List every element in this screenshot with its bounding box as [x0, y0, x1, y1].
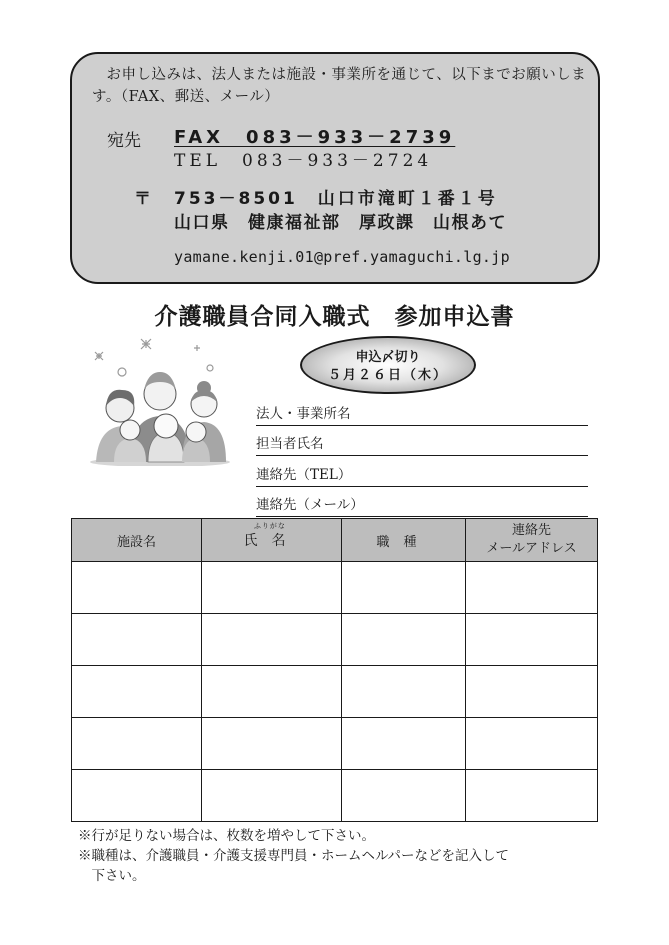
- name-header: [202, 519, 342, 562]
- job-cell[interactable]: [342, 666, 466, 718]
- contact-cell[interactable]: [466, 770, 598, 822]
- facility-cell[interactable]: [72, 562, 202, 614]
- address-label: 宛先: [107, 131, 141, 151]
- facility-cell[interactable]: [72, 666, 202, 718]
- table-row: [72, 770, 598, 822]
- contact-header: [466, 519, 598, 562]
- name-header-label: 氏名: [243, 533, 300, 549]
- table-header-row: [72, 519, 598, 562]
- email-address: yamane.kenji.01@pref.yamaguchi.lg.jp: [174, 248, 510, 266]
- table-row: [72, 666, 598, 718]
- contact-cell[interactable]: [466, 718, 598, 770]
- table-row: [72, 718, 598, 770]
- contact-header-line1: 連絡先: [511, 523, 551, 538]
- deadline-label: 申込〆切り: [355, 350, 421, 365]
- contact-cell[interactable]: [466, 666, 598, 718]
- job-cell[interactable]: [342, 718, 466, 770]
- facility-cell[interactable]: [72, 770, 202, 822]
- name-cell[interactable]: [202, 666, 342, 718]
- facility-cell[interactable]: [72, 614, 202, 666]
- name-cell[interactable]: [202, 718, 342, 770]
- note-job-type-cont: 下さい。: [78, 868, 146, 884]
- contact-header-line2: メールアドレス: [486, 541, 577, 556]
- people-illustration: [86, 338, 234, 466]
- deadline-badge: [300, 336, 476, 394]
- name-cell[interactable]: [202, 562, 342, 614]
- job-header: [342, 519, 466, 562]
- corporation-name-field[interactable]: 法人・事業所名: [256, 403, 588, 426]
- name-cell[interactable]: [202, 770, 342, 822]
- contact-info-box: [70, 52, 600, 284]
- contact-email-field[interactable]: 連絡先（メール）: [256, 494, 588, 517]
- contact-tel-field[interactable]: 連絡先（TEL）: [256, 464, 588, 487]
- note-job-type: ※職種は、介護職員・介護支援専門員・ホームヘルパーなどを記入して: [78, 848, 510, 864]
- job-cell[interactable]: [342, 562, 466, 614]
- facility-header: 施設名: [72, 519, 202, 562]
- form-title: 介護職員合同入職式 参加申込書: [154, 304, 515, 330]
- contact-cell[interactable]: [466, 614, 598, 666]
- table-row: [72, 614, 598, 666]
- deadline-date: ５月２６日（木）: [327, 368, 448, 383]
- fax-number: FAX 083－933－2739: [174, 127, 456, 148]
- postal-address: 〒 753－8501 山口市滝町１番１号: [134, 189, 498, 209]
- contact-cell[interactable]: [466, 562, 598, 614]
- department-recipient: 山口県 健康福祉部 厚政課 山根あて: [174, 213, 507, 233]
- name-ruby: ふりがな: [253, 522, 286, 530]
- intro-text: お申し込みは、法人または施設・事業所を通じて、以下までお願いします。（FAX、郵送、メール）: [92, 67, 587, 105]
- facility-cell[interactable]: [72, 718, 202, 770]
- contact-person-field[interactable]: 担当者氏名: [256, 433, 588, 456]
- name-cell[interactable]: [202, 614, 342, 666]
- job-cell[interactable]: [342, 770, 466, 822]
- table-row: [72, 562, 598, 614]
- tel-number: TEL 083－933－2724: [174, 151, 433, 171]
- job-cell[interactable]: [342, 614, 466, 666]
- entry-table: [71, 518, 598, 822]
- job-header-label: 職種: [376, 534, 431, 550]
- note-rows: ※行が足りない場合は、枚数を増やして下さい。: [78, 828, 375, 844]
